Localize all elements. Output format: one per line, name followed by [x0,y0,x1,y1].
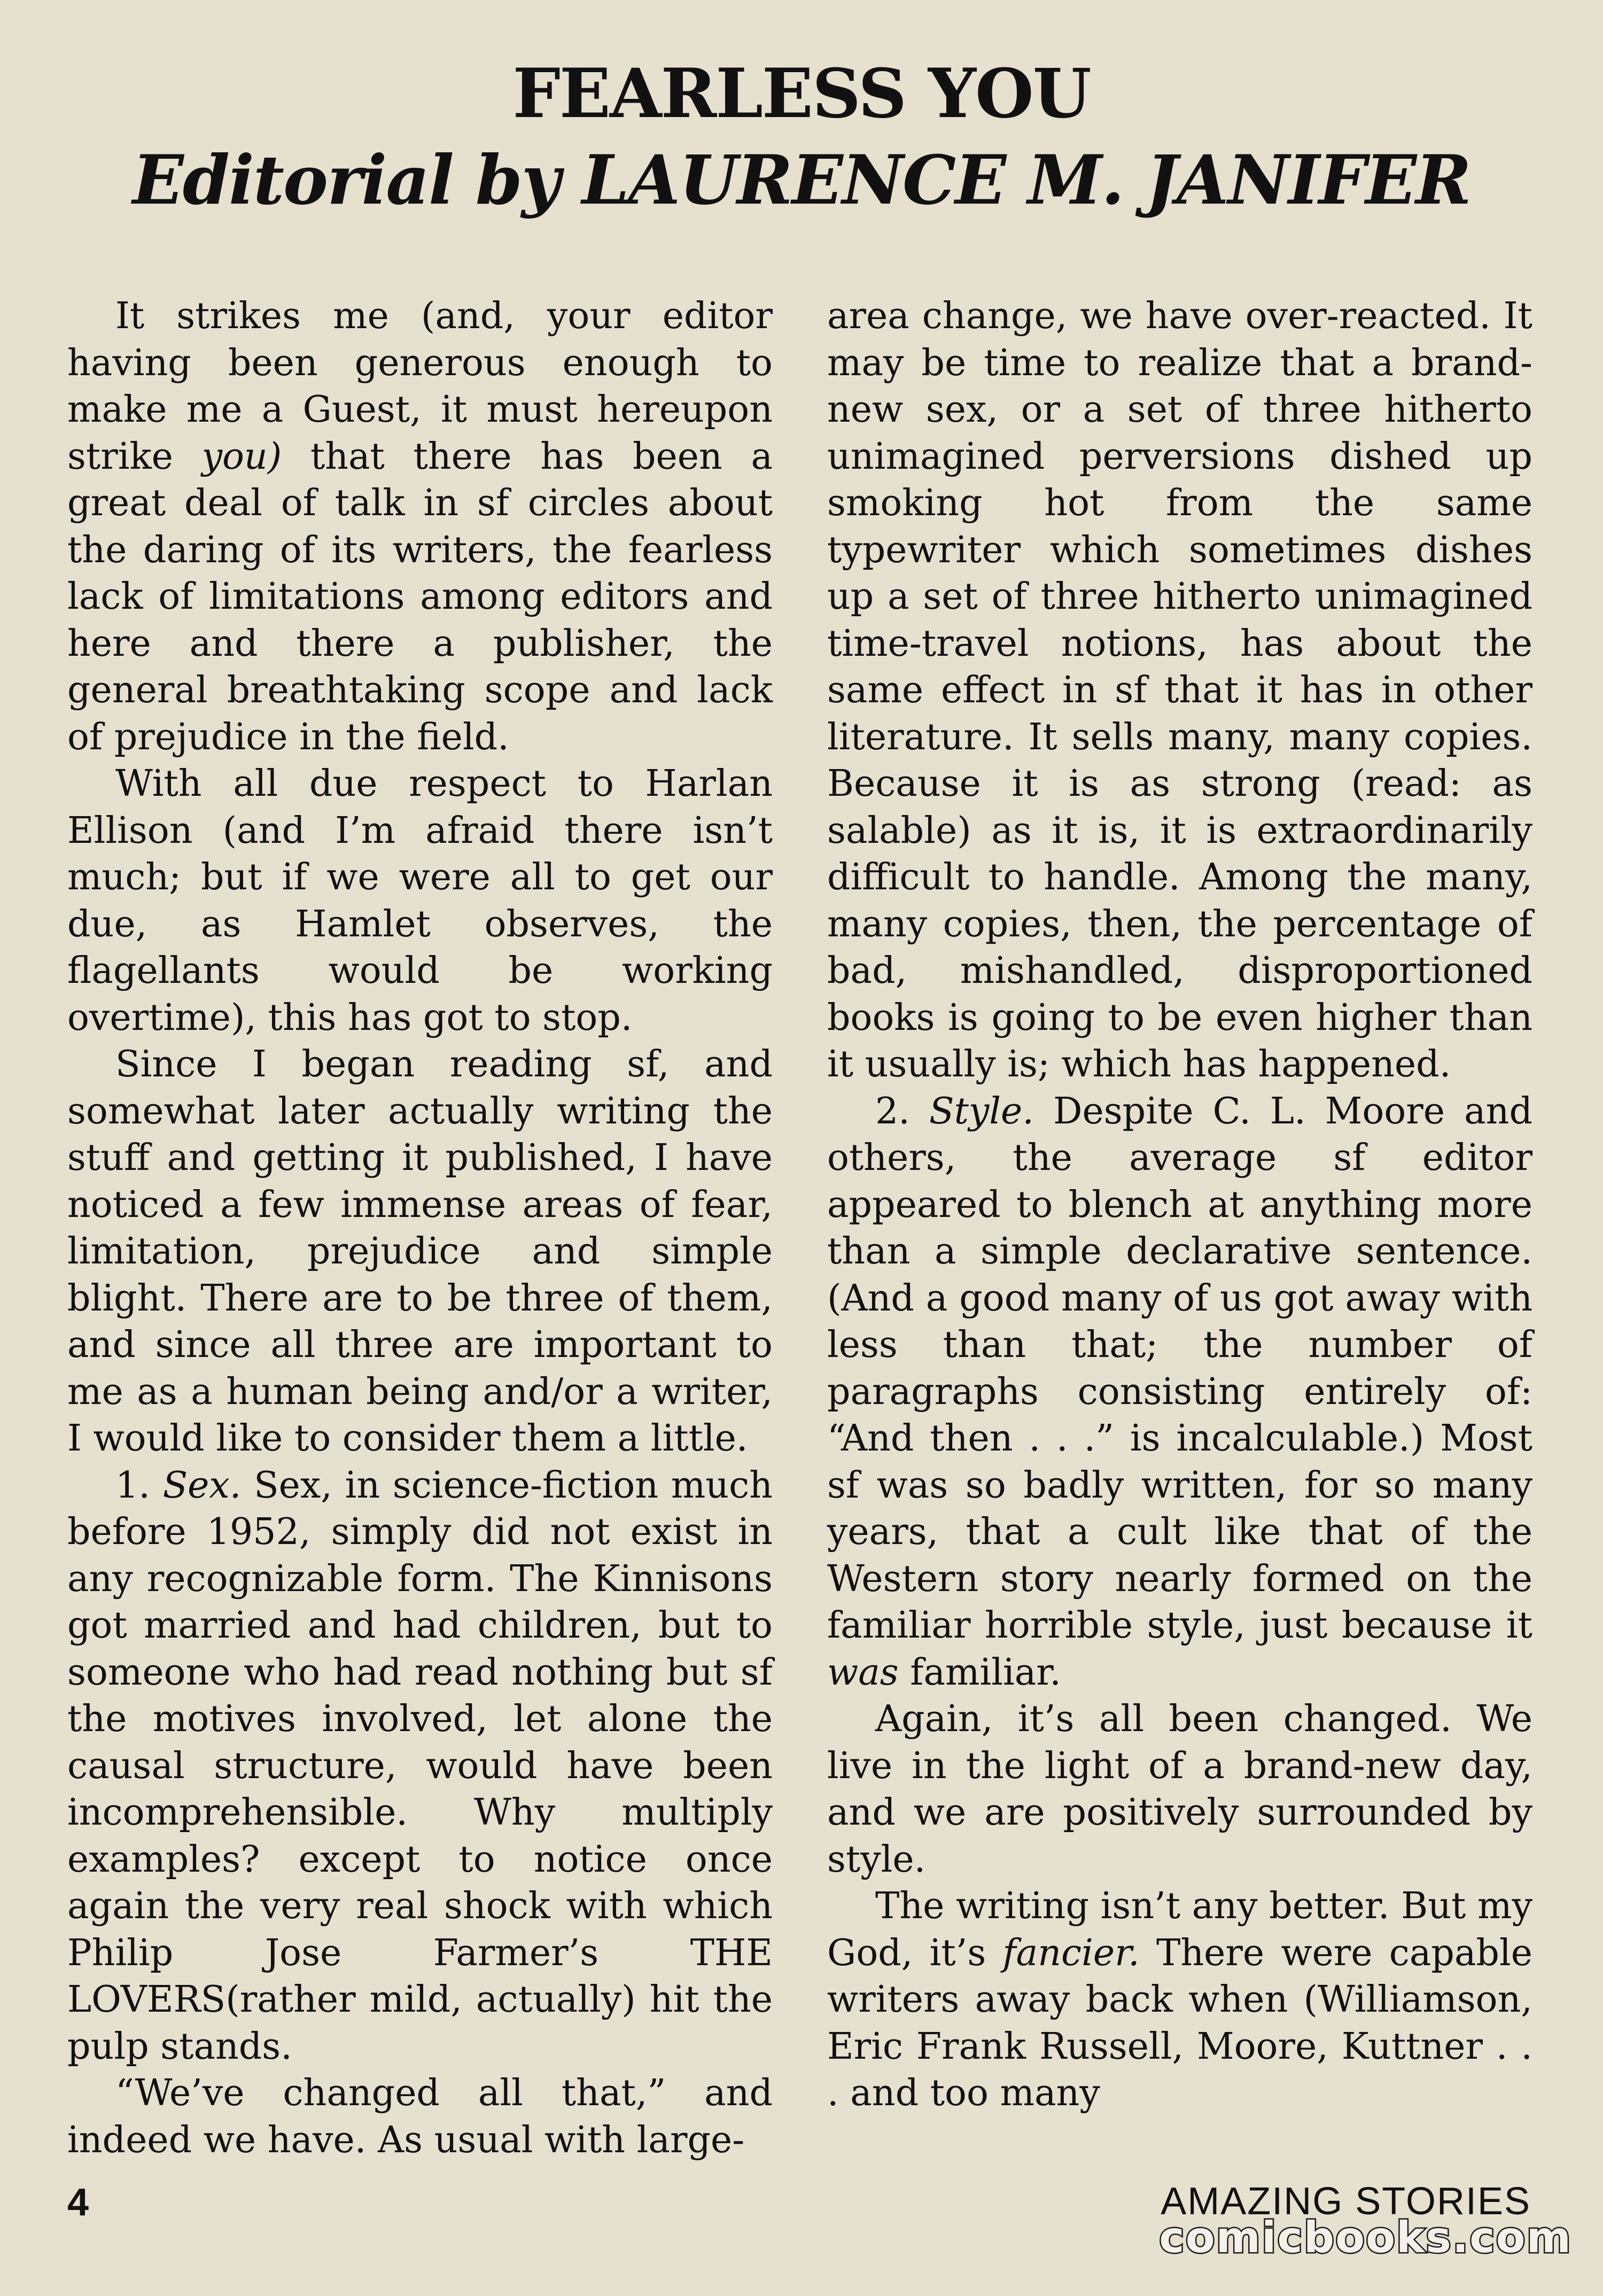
magazine-name: AMAZING STORIES [1161,2180,1531,2223]
paragraph: 2. Style. Despite C. L. Moore and others, the average sf editor appeared to blench at anything more than a simple declarative sentence. (And a good many of us got away with less than that; the number of paragraphs consisting entirely of: “And then . . .” is incalculable.) Most sf was so badly written, for so many years, that a cult like that of the Western story nearly formed on the familiar horrible style, just because it was familiar. [827,1090,1532,1694]
paragraph: The writing isn’t any better. But my God, it’s fancier. There were capable writers away back when (Williamson, Eric Frank Russell, Moore, Kuttner . . . and too many [827,1885,1532,2114]
right-column [827,293,1532,2117]
paragraph: With all due respect to Harlan Ellison (and I’m afraid there isn’t much; but if we were all to get our due, as Hamlet observes, the flagellants would be working overtime), this has got to stop. [67,763,773,1039]
watermark: comicbooks.com [1159,2213,1572,2262]
paragraph: Since I began reading sf, and somewhat later actually writing the stuff and getting it published, I have noticed a few immense areas of fear, limitation, prejudice and simple blight. There are to be three of them, and since all three are important to me as a human being and/or a writer, I would like to consider them a little. [67,1043,773,1460]
paragraph: Again, it’s all been changed. We live in the light of a brand-new day, and we are positively surrounded by style. [827,1698,1532,1881]
paragraph: area change, we have over-reacted. It may be time to realize that a brand-new sex, or a set of three hitherto unimagined perversions dished up smoking hot from the same typewriter which sometimes dishes up a set of three hitherto unimagined time-travel notions, has about the same effect in sf that it has in other literature. It sells many, many copies. Because it is as strong (read: as salable) as it is, it is extraordinarily difficult to handle. Among the many, many copies, then, the percentage of bad, mishandled, disproportioned books is going to be even higher than it usually is; which has happened. [827,295,1532,1085]
left-column [67,293,773,2163]
paragraph: 1. Sex. Sex, in science-fiction much before 1952, simply did not exist in any recognizable form. The Kinnisons got married and had children, but to someone who had read nothing but sf the motives involved, let alone the causal structure, would have been incomprehensible. Why multiply examples? except to notice once again the very real shock with which Philip Jose Farmer’s THE LOVERS(rather mild, actually) hit the pulp stands. [67,1464,773,2068]
article-title: FEARLESS YOU [512,54,1091,133]
page-number: 4 [67,2181,89,2224]
paragraph: It strikes me (and, your editor having been generous enough to make me a Guest, it must hereupon strike you) that there has been a great deal of talk in sf circles about the daring of its writers, the fearless lack of limitations among editors and here and there a publisher, the general breathtaking scope and lack of prejudice in the field. [67,295,773,758]
article-byline: Editorial by LAURENCE M. JANIFER [132,141,1471,220]
paragraph: “We’ve changed all that,” and indeed we have. As usual with large- [67,2072,773,2161]
